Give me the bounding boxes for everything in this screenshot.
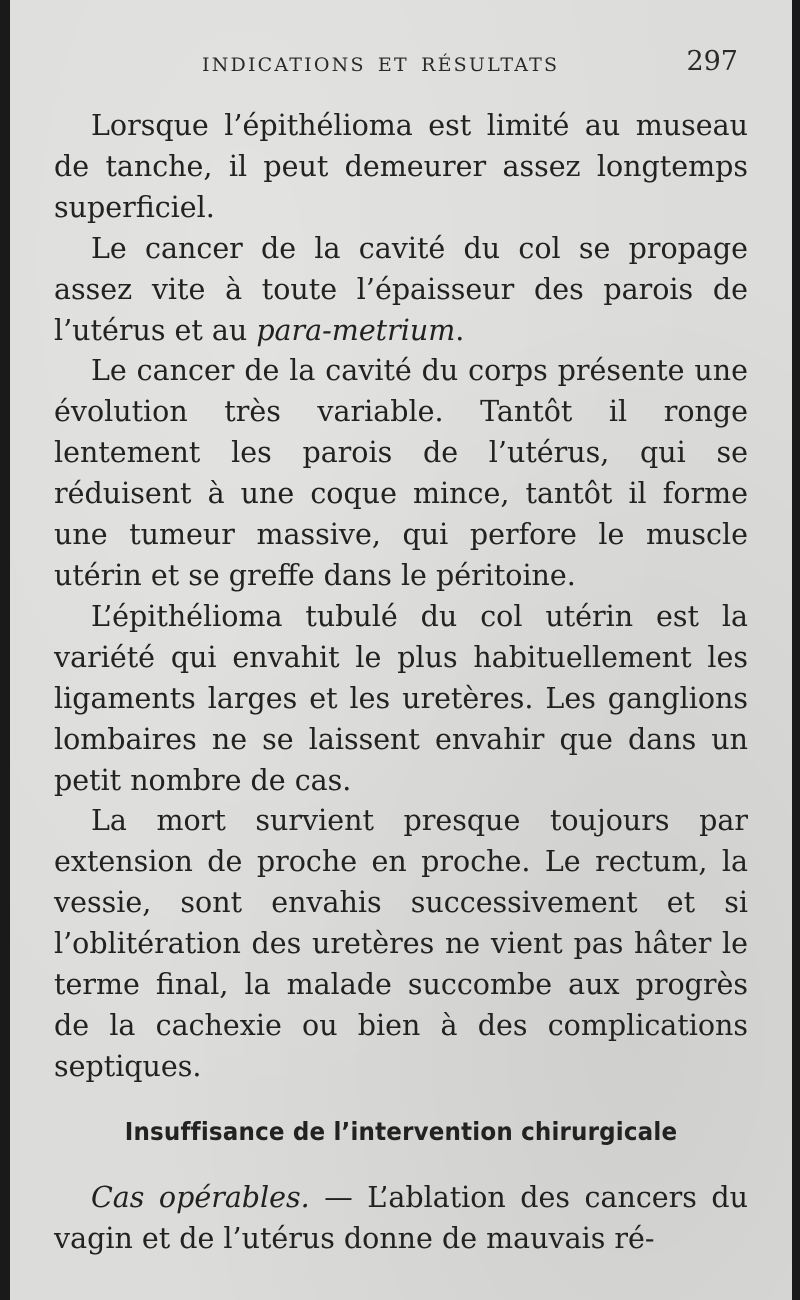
paragraph-2	[54, 229, 748, 352]
paragraph-4	[54, 597, 748, 802]
section-paragraph-text: — L’ablation des cancers du vagin et de l’utérus donne de mauvais ré-	[54, 1181, 748, 1255]
running-head: INDICATIONS ET RÉSULTATS	[202, 54, 560, 76]
body-text	[54, 106, 748, 1088]
paragraph-1	[54, 106, 748, 229]
paragraph-2-text: Le cancer de la cavité du col se propage assez vite à toute l’épaisseur des parois de l’utérus et au	[54, 231, 748, 347]
section	[54, 1112, 748, 1260]
paragraph-2-end: .	[455, 313, 465, 347]
page-header	[10, 46, 792, 78]
paragraph-5-text: La mort survient presque toujours par extension de proche en proche. Le rectum, la vessie, sont envahis successivement et si l’oblitération des uretères ne vient pas hâter le terme final, la malade succombe aux progrès de la cachexie ou bien à des complications septiques.	[54, 804, 748, 1083]
paragraph-2-italic-term: para-metrium	[256, 313, 456, 347]
section-paragraph	[54, 1178, 748, 1260]
paragraph-5	[54, 801, 748, 1087]
page-number: 297	[686, 46, 738, 77]
section-title: Insuffisance de l’intervention chirurgicale	[124, 1117, 678, 1146]
paragraph-4-text: L’épithélioma tubulé du col utérin est la variété qui envahit le plus habituellement les ligaments larges et les uretères. Les ganglions lombaires ne se laissent envahir que dans un petit nombre de cas.	[54, 599, 748, 797]
paragraph-3-text: Le cancer de la cavité du corps présente une évolution très variable. Tantôt il ronge lentement les parois de l’utérus, qui se réduisent à une coque mince, tantôt il forme une tumeur massive, qui perfore le muscle utérin et se greffe dans le péritoine.	[54, 354, 748, 592]
paragraph-1-text: Lorsque l’épithélioma est limité au museau de tanche, il peut demeurer assez longtemps superficiel.	[54, 109, 748, 224]
paragraph-3	[54, 351, 748, 596]
book-page	[10, 0, 792, 1300]
section-italic-lead: Cas opérables.	[91, 1181, 310, 1214]
